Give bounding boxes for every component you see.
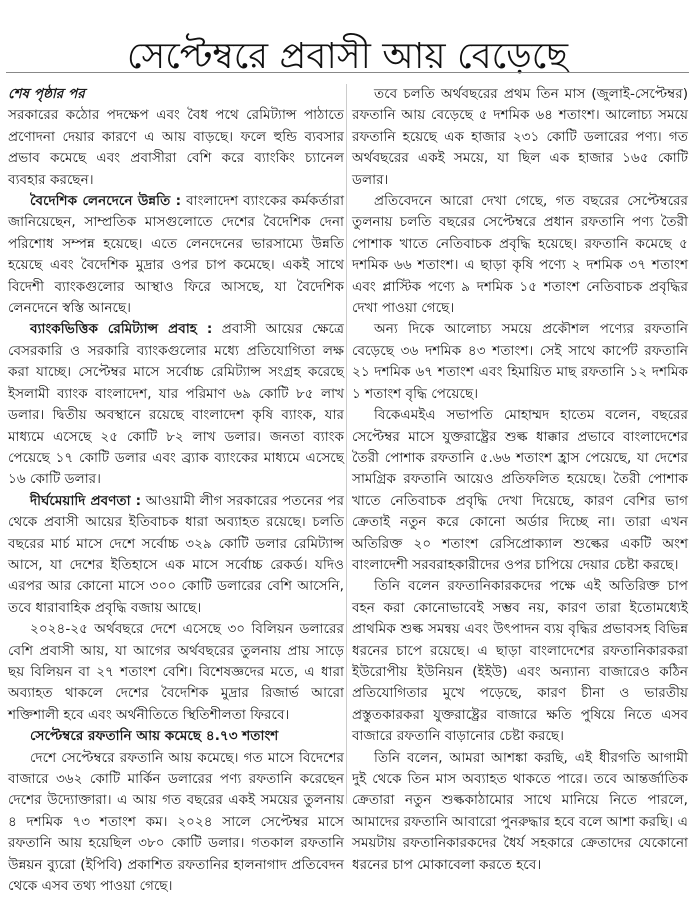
section-lead: বৈদেশিক লেনদেনে উন্নতি :: [30, 193, 182, 210]
article-column-left: [8, 84, 344, 897]
paragraph: তিনি বলেন, আমরা আশঙ্কা করছি, এই ধীরগতি আগামী দুই থেকে তিন মাস অব্যাহত থাকতে পারে। তবে আন্তর্জাতিক ক্রেতারা নতুন শুল্ককাঠামোর সাথে মানিয়ে নিতে পারলে, আমাদের রফতানি আবারো পুনরুদ্ধার হবে বলে আশা করছি। এ সময়টায় রফতানিকারকদের ধৈর্য সহকারে ক্রেতাদের যেকোনো ধরনের চাপ মোকাবেলা করতে হবে।: [352, 749, 688, 873]
paragraph-text: বাংলাদেশ ব্যাংকের কর্মকর্তারা জানিয়েছেন, সাম্প্রতিক মাসগুলোতে দেশের বৈদেশিক দেনা পরিশোধ সম্পন্ন হয়েছে। এতে লেনদেনের ভারসাম্যে উন্নতি হয়েছে এবং বৈদেশিক মুদ্রার ওপর চাপ কমেছে। একই সাথে বিদেশী ব্যাংকগুলোর আস্থাও ফিরে আসছে, যা বৈদেশিক লেনদেনে স্বস্তি আনছে।: [8, 193, 345, 317]
paragraph: [8, 191, 344, 319]
article-column-right: [352, 84, 688, 876]
continued-from-label: শেষ পৃষ্ঠার পর: [8, 86, 85, 102]
paragraph: [8, 319, 344, 490]
paragraph: দেশে সেপ্টেম্বরে রফতানি আয় কমেছে। গত মাসে বিদেশের বাজারে ৩৬২ কোটি মার্কিন ডলারের পণ্য রফতানি করেছেন দেশের উদ্যোক্তারা। এ আয় গত বছরের একই সময়ের তুলনায় ৪ দশমিক ৭৩ শতাংশ কম। ২০২৪ সালে সেপ্টেম্বর মাসে রফতানি আয় হয়েছিল ৩৮০ কোটি ডলার। গতকাল রফতানি উন্নয়ন ব্যুরো (ইপিবি) প্রকাশিত রফতানির হালনাগাদ প্রতিবেদন থেকে এসব তথ্য পাওয়া গেছে।: [8, 749, 344, 895]
paragraph-text: আওয়ামী লীগ সরকারের পতনের পর থেকে প্রবাসী আয়ের ইতিবাচক ধারা অব্যাহত রয়েছে। চলতি বছরের মার্চ মাসে দেশে সর্বোচ্চ ৩২৯ কোটি ডলার রেমিট্যান্স আসে, যা দেশের ইতিহাসে এক মাসে সর্বোচ্চ রেকর্ড। যদিও এরপর আর কোনো মাসে ৩০০ কোটি ডলারের বেশি আসেনি, তবে ধারাবাহিক প্রবৃদ্ধি বজায় আছে।: [8, 492, 344, 616]
paragraph: তিনি বলেন রফতানিকারকদের পক্ষে এই অতিরিক্ত চাপ বহন করা কোনোভাবেই সম্ভব নয়, কারণ তারা ইতোমধ্যেই প্রাথমিক শুল্ক সমন্বয় এবং উৎপাদন ব্যয় বৃদ্ধির প্রভাবসহ বিভিন্ন ধরনের চাপে রয়েছে। এ ছাড়া বাংলাদেশের রফতানিকারকরা ইউরোপীয় ইউনিয়ন (ইইউ) এবং অন্যান্য বাজারেও কঠিন প্রতিযোগিতার মুখে পড়েছে, কারণ চীনা ও ভারতীয় প্রস্তুতকারকরা যুক্তরাষ্ট্রের বাজারে ক্ষতি পুষিয়ে নিতে এসব বাজারে রফতানি বাড়ানোর চেষ্টা করছে।: [352, 578, 688, 745]
subheading: সেপ্টেম্বরে রফতানি আয় কমেছে ৪.৭৩ শতাংশ: [30, 728, 279, 745]
paragraph: সরকারের কঠোর পদক্ষেপ এবং বৈধ পথে রেমিট্যান্স পাঠাতে প্রণোদনা দেয়ার কারণে এ আয় বাড়ছে। ফলে হুন্ডি ব্যবসার প্রভাব কমেছে এবং প্রবাসীরা বেশি করে ব্যাংকিং চ্যানেল ব্যবহার করছেন।: [8, 107, 344, 188]
section-lead: ব্যাংকভিত্তিক রেমিট্যান্স প্রবাহ :: [30, 321, 213, 338]
paragraph: অন্য দিকে আলোচ্য সময়ে প্রকৌশল পণ্যের রফতানি বেড়েছে ৩৬ দশমিক ৪৩ শতাংশ। সেই সাথে কার্পেট রফতানি ২১ দশমিক ৬৭ শতাংশ এবং হিমায়িত মাছ রফতানি ১২ দশমিক ১ শতাংশ বৃদ্ধি পেয়েছে।: [352, 321, 688, 402]
paragraph: প্রতিবেদনে আরো দেখা গেছে, গত বছরের সেপ্টেম্বরের তুলনায় চলতি বছরের সেপ্টেম্বরে প্রধান রফতানি পণ্য তৈরী পোশাক খাতে নেতিবাচক প্রবৃদ্ধি হয়েছে। রফতানি কমেছে ৫ দশমিক ৬৬ শতাংশ। এ ছাড়া কৃষি পণ্যে ২ দশমিক ৩৭ শতাংশ এবং প্লাস্টিক পণ্যে ৯ দশমিক ১৫ শতাংশ নেতিবাচক প্রবৃদ্ধির দেখা পাওয়া গেছে।: [352, 193, 688, 317]
headline: সেপ্টেম্বরে প্রবাসী আয় বেড়েছে: [126, 36, 569, 78]
headline-rule: [6, 72, 689, 73]
paragraph: তবে চলতি অর্থবছরের প্রথম তিন মাস (জুলাই-সেপ্টেম্বর) রফতানি আয় বেড়েছে ৫ দশমিক ৬৪ শতাংশ। আলোচ্য সময়ে রফতানি হয়েছে এক হাজার ২৩১ কোটি ডলারের পণ্য। গত অর্থবছরের একই সময়ে, যা ছিল এক হাজার ১৬৫ কোটি ডলার।: [352, 86, 688, 188]
paragraph: ২০২৪-২৫ অর্থবছরে দেশে এসেছে ৩০ বিলিয়ন ডলারের বেশি প্রবাসী আয়, যা আগের অর্থবছরের তুলনায় প্রায় সাড়ে ছয় বিলিয়ন বা ২৭ শতাংশ বেশি। বিশেষজ্ঞদের মতে, এ ধারা অব্যাহত থাকলে দেশের বৈদেশিক মুদ্রার রিজার্ভ আরো শক্তিশালী হবে এবং অর্থনীতিতে স্থিতিশীলতা ফিরবে।: [8, 621, 344, 723]
column-divider: [346, 84, 347, 804]
paragraph: [8, 491, 344, 619]
paragraph-text: প্রবাসী আয়ের ক্ষেত্রে বেসরকারি ও সরকারি ব্যাংকগুলোর মধ্যে প্রতিযোগিতা লক্ষ করা যাচ্ছে। সেপ্টেম্বর মাসে সর্বোচ্চ রেমিট্যান্স সংগ্রহ করেছে ইসলামী ব্যাংক বাংলাদেশ, যার পরিমাণ ৬৯ কোটি ৮৫ লাখ ডলার। দ্বিতীয় অবস্থানে রয়েছে বাংলাদেশ কৃষি ব্যাংক, যার মাধ্যমে এসেছে ২৫ কোটি ৮২ লাখ ডলার। জনতা ব্যাংক পেয়েছে ১৭ কোটি ডলার এবং ব্র্যাক ব্যাংকের মাধ্যমে এসেছে ১৬ কোটি ডলার।: [8, 321, 344, 488]
paragraph: বিকেএমইএ সভাপতি মোহাম্মদ হাতেম বলেন, বছরের সেপ্টেম্বর মাসে যুক্তরাষ্ট্রের শুল্ক ধাক্কার প্রভাবে বাংলাদেশের তৈরী পোশাক রফতানি ৫.৬৬ শতাংশ হ্রাস পেয়েছে, যা দেশের সামগ্রিক রফতানি আয়েও প্রতিফলিত হয়েছে। তৈরী পোশাক খাতে নেতিবাচক প্রবৃদ্ধি দেখা দিয়েছে, কারণ বেশির ভাগ ক্রেতাই নতুন করে কোনো অর্ডার দিচ্ছে না। তারা এখন অতিরিক্ত ২০ শতাংশ রেসিপ্রোক্যাল শুল্কের একটি অংশ বাংলাদেশী সরবরাহকারীদের ওপর চাপিয়ে দেয়ার চেষ্টা করছে।: [352, 407, 688, 573]
section-lead: দীর্ঘমেয়াদি প্রবণতা :: [30, 492, 142, 509]
